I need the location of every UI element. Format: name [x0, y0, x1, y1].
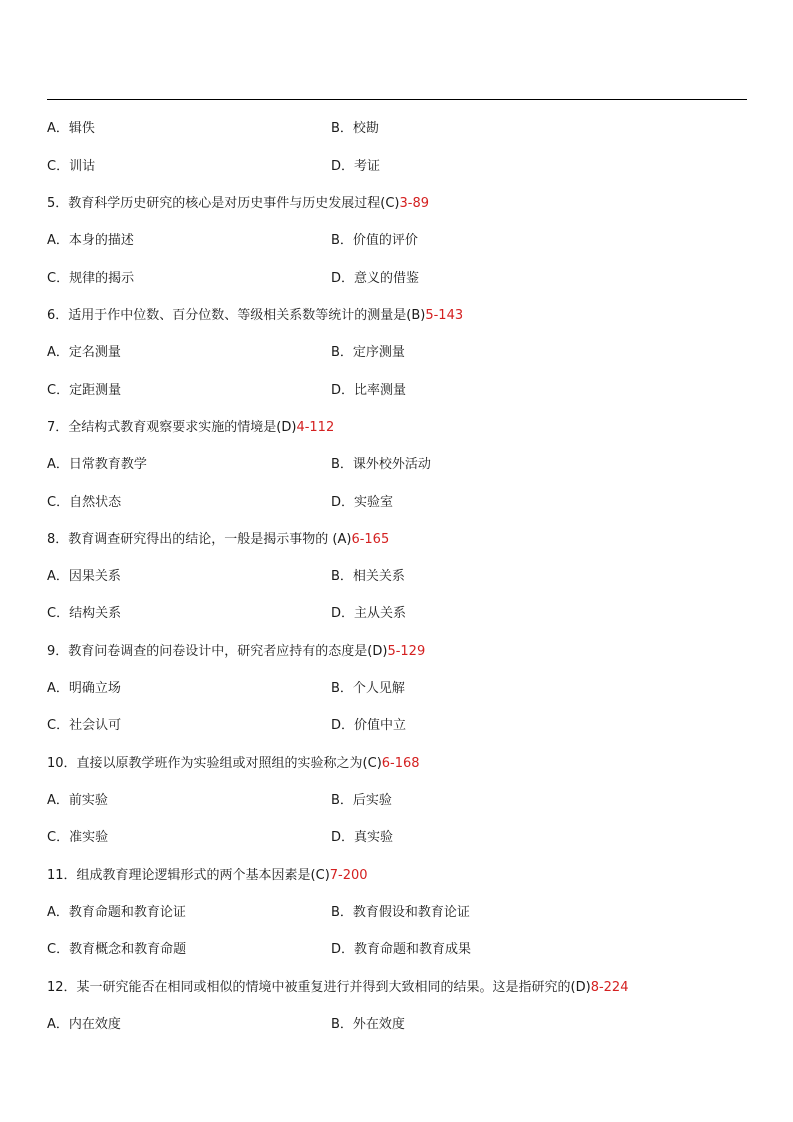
option-row: [47, 940, 747, 960]
option-row: [47, 493, 747, 513]
question-text: 5．教育科学历史研究的核心是对历史事件与历史发展过程(C): [47, 196, 400, 211]
option-d: D．考证: [331, 159, 381, 174]
option-row: [47, 343, 747, 363]
option-b: B．课外校外活动: [331, 457, 431, 472]
question-text: 9．教育问卷调查的问卷设计中，研究者应持有的态度是(D): [47, 644, 388, 659]
page-reference: 6-168: [381, 756, 420, 771]
option-c: C．定距测量: [47, 383, 122, 398]
page-reference: 5-129: [387, 644, 426, 659]
option-d: D．实验室: [331, 495, 394, 510]
question-8: [47, 530, 747, 550]
option-d: D．真实验: [331, 830, 394, 845]
page-reference: 8-224: [590, 980, 629, 995]
option-c: C．社会认可: [47, 718, 122, 733]
option-row: [47, 679, 747, 699]
option-a: A．前实验: [47, 793, 108, 808]
page-reference: 7-200: [329, 868, 368, 883]
header-rule: [47, 99, 747, 100]
option-a: A．因果关系: [47, 569, 121, 584]
option-row: [47, 231, 747, 251]
question-text: 7．全结构式教育观察要求实施的情境是(D): [47, 420, 297, 435]
option-row: [47, 381, 747, 401]
option-c: C．规律的揭示: [47, 271, 135, 286]
option-b: B．校勘: [331, 121, 379, 136]
option-b: B．定序测量: [331, 345, 405, 360]
option-d: D．教育命题和教育成果: [331, 942, 472, 957]
option-a: A．日常教育教学: [47, 457, 147, 472]
option-d: D．比率测量: [331, 383, 407, 398]
option-b: B．价值的评价: [331, 233, 418, 248]
page-reference: 3-89: [399, 196, 430, 211]
option-b: B．相关关系: [331, 569, 405, 584]
question-12: [47, 978, 747, 998]
option-row: [47, 157, 747, 177]
option-row: [47, 269, 747, 289]
question-text: 8．教育调查研究得出的结论，一般是揭示事物的 (A): [47, 532, 352, 547]
option-d: D．价值中立: [331, 718, 407, 733]
option-row: [47, 1015, 747, 1035]
option-row: [47, 604, 747, 624]
option-b: B．个人见解: [331, 681, 405, 696]
option-d: D．意义的借鉴: [331, 271, 420, 286]
option-a: A．明确立场: [47, 681, 121, 696]
option-c: C．准实验: [47, 830, 109, 845]
option-row: [47, 791, 747, 811]
page-reference: 6-165: [351, 532, 390, 547]
option-a: A．辑佚: [47, 121, 95, 136]
option-row: [47, 903, 747, 923]
question-text: 6．适用于作中位数、百分位数、等级相关系数等统计的测量是(B): [47, 308, 426, 323]
option-row: [47, 455, 747, 475]
question-7: [47, 418, 747, 438]
option-d: D．主从关系: [331, 606, 407, 621]
option-row: [47, 567, 747, 587]
option-a: A．定名测量: [47, 345, 121, 360]
option-c: C．结构关系: [47, 606, 122, 621]
option-a: A．内在效度: [47, 1017, 121, 1032]
page-reference: 5-143: [425, 308, 464, 323]
question-text: 11．组成教育理论逻辑形式的两个基本因素是(C): [47, 868, 330, 883]
question-10: [47, 754, 747, 774]
option-c: C．训诂: [47, 159, 96, 174]
question-text: 12．某一研究能否在相同或相似的情境中被重复进行并得到大致相同的结果。这是指研究的(D): [47, 980, 591, 995]
page-reference: 4-112: [296, 420, 335, 435]
option-c: C．自然状态: [47, 495, 122, 510]
option-a: A．本身的描述: [47, 233, 134, 248]
question-11: [47, 866, 747, 886]
option-a: A．教育命题和教育论证: [47, 905, 186, 920]
question-text: 10．直接以原教学班作为实验组或对照组的实验称之为(C): [47, 756, 382, 771]
question-5: [47, 194, 747, 214]
option-c: C．教育概念和教育命题: [47, 942, 187, 957]
question-9: [47, 642, 747, 662]
question-6: [47, 306, 747, 326]
option-row: [47, 119, 747, 139]
option-b: B．教育假设和教育论证: [331, 905, 470, 920]
option-row: [47, 828, 747, 848]
option-b: B．外在效度: [331, 1017, 405, 1032]
option-row: [47, 716, 747, 736]
option-b: B．后实验: [331, 793, 392, 808]
